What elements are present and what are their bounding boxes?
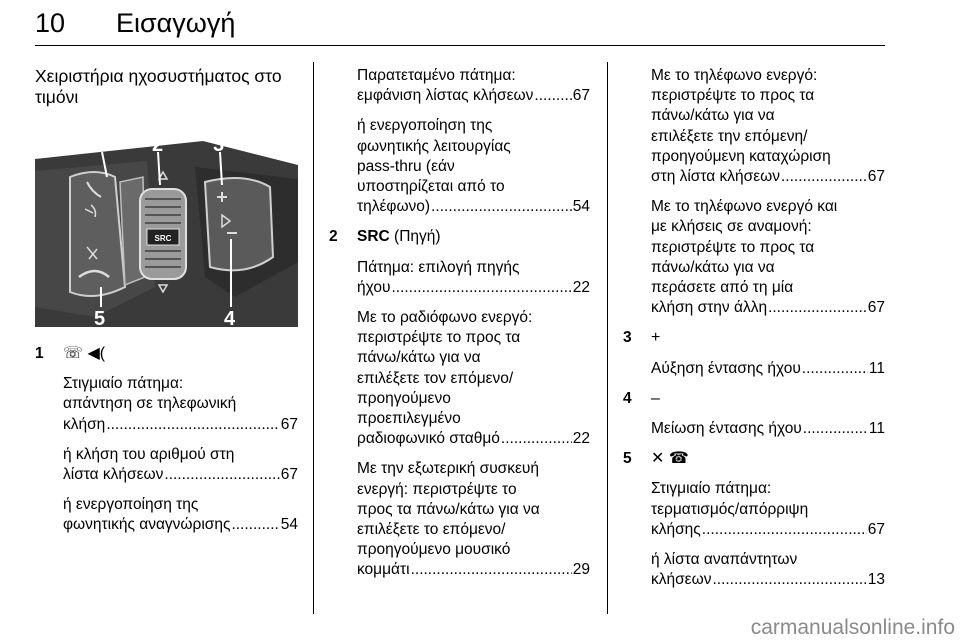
src-button-label: SRC (154, 234, 172, 243)
text-line: Στιγμιαίο πάτημα: (651, 480, 772, 498)
toc-line: κλήση ..... 67 (63, 415, 298, 435)
text-line: περιστρέψτε το προς τα (651, 238, 815, 256)
item-number: 1 (35, 345, 44, 362)
item-5-heading (623, 449, 885, 469)
item-2-heading (329, 227, 590, 247)
text-line: περιστρέψτε το προς τα (651, 87, 815, 105)
column-divider-2 (607, 62, 608, 614)
toc-line: εμφάνιση λίστας κλήσεων ..... 67 (357, 86, 590, 106)
toc-line: Μείωση έντασης ήχου ..... 11 (651, 419, 885, 439)
toc-line: τηλέφωνο) ..... 54 (357, 197, 590, 217)
text-line: προηγούμενο (357, 389, 451, 407)
text-line: προς τα πάνω/κάτω για να (357, 500, 540, 518)
toc-line: λίστα κλήσεων ..... 67 (63, 465, 298, 485)
minus-icon: – (651, 389, 660, 407)
text-line: ή κλήση του αριθμού στη (63, 445, 235, 463)
text-line: Στιγμιαίο πάτημα: (63, 375, 184, 393)
header-rule (35, 45, 885, 46)
item-3-heading (623, 328, 885, 348)
toc-line: φωνητικής αναγνώρισης ..... 54 (63, 515, 298, 535)
item-number: 4 (623, 389, 632, 407)
text-line: προεπιλεγμένο (357, 410, 461, 428)
column-1-items (35, 344, 298, 536)
text-line: Με την εξωτερική συσκευή (357, 460, 539, 478)
item-number: 5 (623, 450, 632, 468)
text-line: περάσετε από τη μία (651, 279, 794, 297)
text-line: επιλέξετε την επόμενη/ (651, 127, 808, 145)
callout-5: 5 (94, 308, 106, 327)
text-line: φωνητικής λειτουργίας (357, 137, 511, 155)
text-line: πάνω/κάτω για να (357, 349, 481, 367)
toc-line: κομμάτι ..... 29 (357, 560, 590, 580)
section-title-line-2: τιμόνι (35, 87, 79, 107)
src-description: (Πηγή) (389, 228, 441, 246)
text-line: επιλέξετε τον επόμενο/ (357, 369, 514, 387)
column-2 (329, 66, 590, 581)
toc-line: κλήσης ..... 67 (651, 520, 885, 540)
text-line: περιστρέψτε το προς τα (357, 329, 521, 347)
toc-line: ραδιοφωνικό σταθμό ..... 22 (357, 429, 590, 449)
column-divider-1 (313, 62, 314, 614)
item-4-heading (623, 389, 885, 409)
text-line: Με το τηλέφωνο ενεργό: (651, 67, 818, 84)
text-line: επιλέξετε το επόμενο/ (357, 521, 506, 539)
text-line: ή λίστα αναπάντητων (651, 551, 798, 569)
column-3 (623, 66, 885, 590)
text-line: προηγούμενη καταχώριση (651, 147, 831, 165)
toc-line: Αύξηση έντασης ήχου ..... 11 (651, 359, 885, 379)
mute-hangup-icon: ✕ ☎ (651, 450, 689, 468)
text-line: pass-thru (εάν (357, 157, 455, 175)
text-line: ή ενεργοποίηση της (63, 496, 199, 514)
text-line: απάντηση σε τηλεφωνική (63, 395, 237, 413)
callout-4: 4 (224, 308, 236, 327)
text-line: Με το τηλέφωνο ενεργό και (651, 198, 838, 216)
plus-icon: + (651, 329, 661, 347)
section-title-line-1: Χειριστήρια ηχοσυστήματος στο (35, 66, 282, 86)
text-line: ενεργή: περιστρέψτε το (357, 480, 517, 498)
item-number: 2 (329, 228, 338, 246)
text-line: με κλήσεις σε αναμονή: (651, 218, 812, 236)
text-line: Πάτημα: επιλογή πηγής (357, 258, 520, 276)
toc-line: ήχου ..... 22 (357, 278, 590, 298)
text-line: πάνω/κάτω για να (651, 107, 775, 125)
src-label: SRC (357, 228, 390, 246)
callout-1: 1 (95, 134, 107, 156)
text-line: Παρατεταμένο πάτημα: (357, 67, 516, 84)
page-number: 10 (35, 8, 66, 38)
text-line: πάνω/κάτω για να (651, 258, 775, 276)
column-1 (35, 66, 297, 108)
item-1-heading (35, 344, 298, 364)
text-line: προηγούμενο μουσικό (357, 541, 511, 559)
toc-line: κλήση στην άλλη ..... 67 (651, 298, 885, 318)
watermark: carmanualsonline.info (750, 616, 955, 639)
text-line: υποστηρίζεται από το (357, 178, 505, 196)
callout-3: 3 (213, 134, 225, 156)
text-line: Με το ραδιόφωνο ενεργό: (357, 309, 533, 327)
toc-line: στη λίστα κλήσεων ..... 67 (651, 167, 885, 187)
text-line: ή ενεργοποίηση της (357, 117, 493, 135)
phone-voice-icon: ☏ ◀( (63, 345, 106, 362)
page-header-title: Εισαγωγή (116, 8, 236, 38)
steering-wheel-controls-image (35, 127, 298, 327)
callout-2: 2 (152, 134, 164, 156)
text-line: τερματισμός/απόρριψη (651, 500, 809, 518)
toc-line: κλήσεων ..... 13 (651, 570, 885, 590)
item-number: 3 (623, 329, 632, 347)
